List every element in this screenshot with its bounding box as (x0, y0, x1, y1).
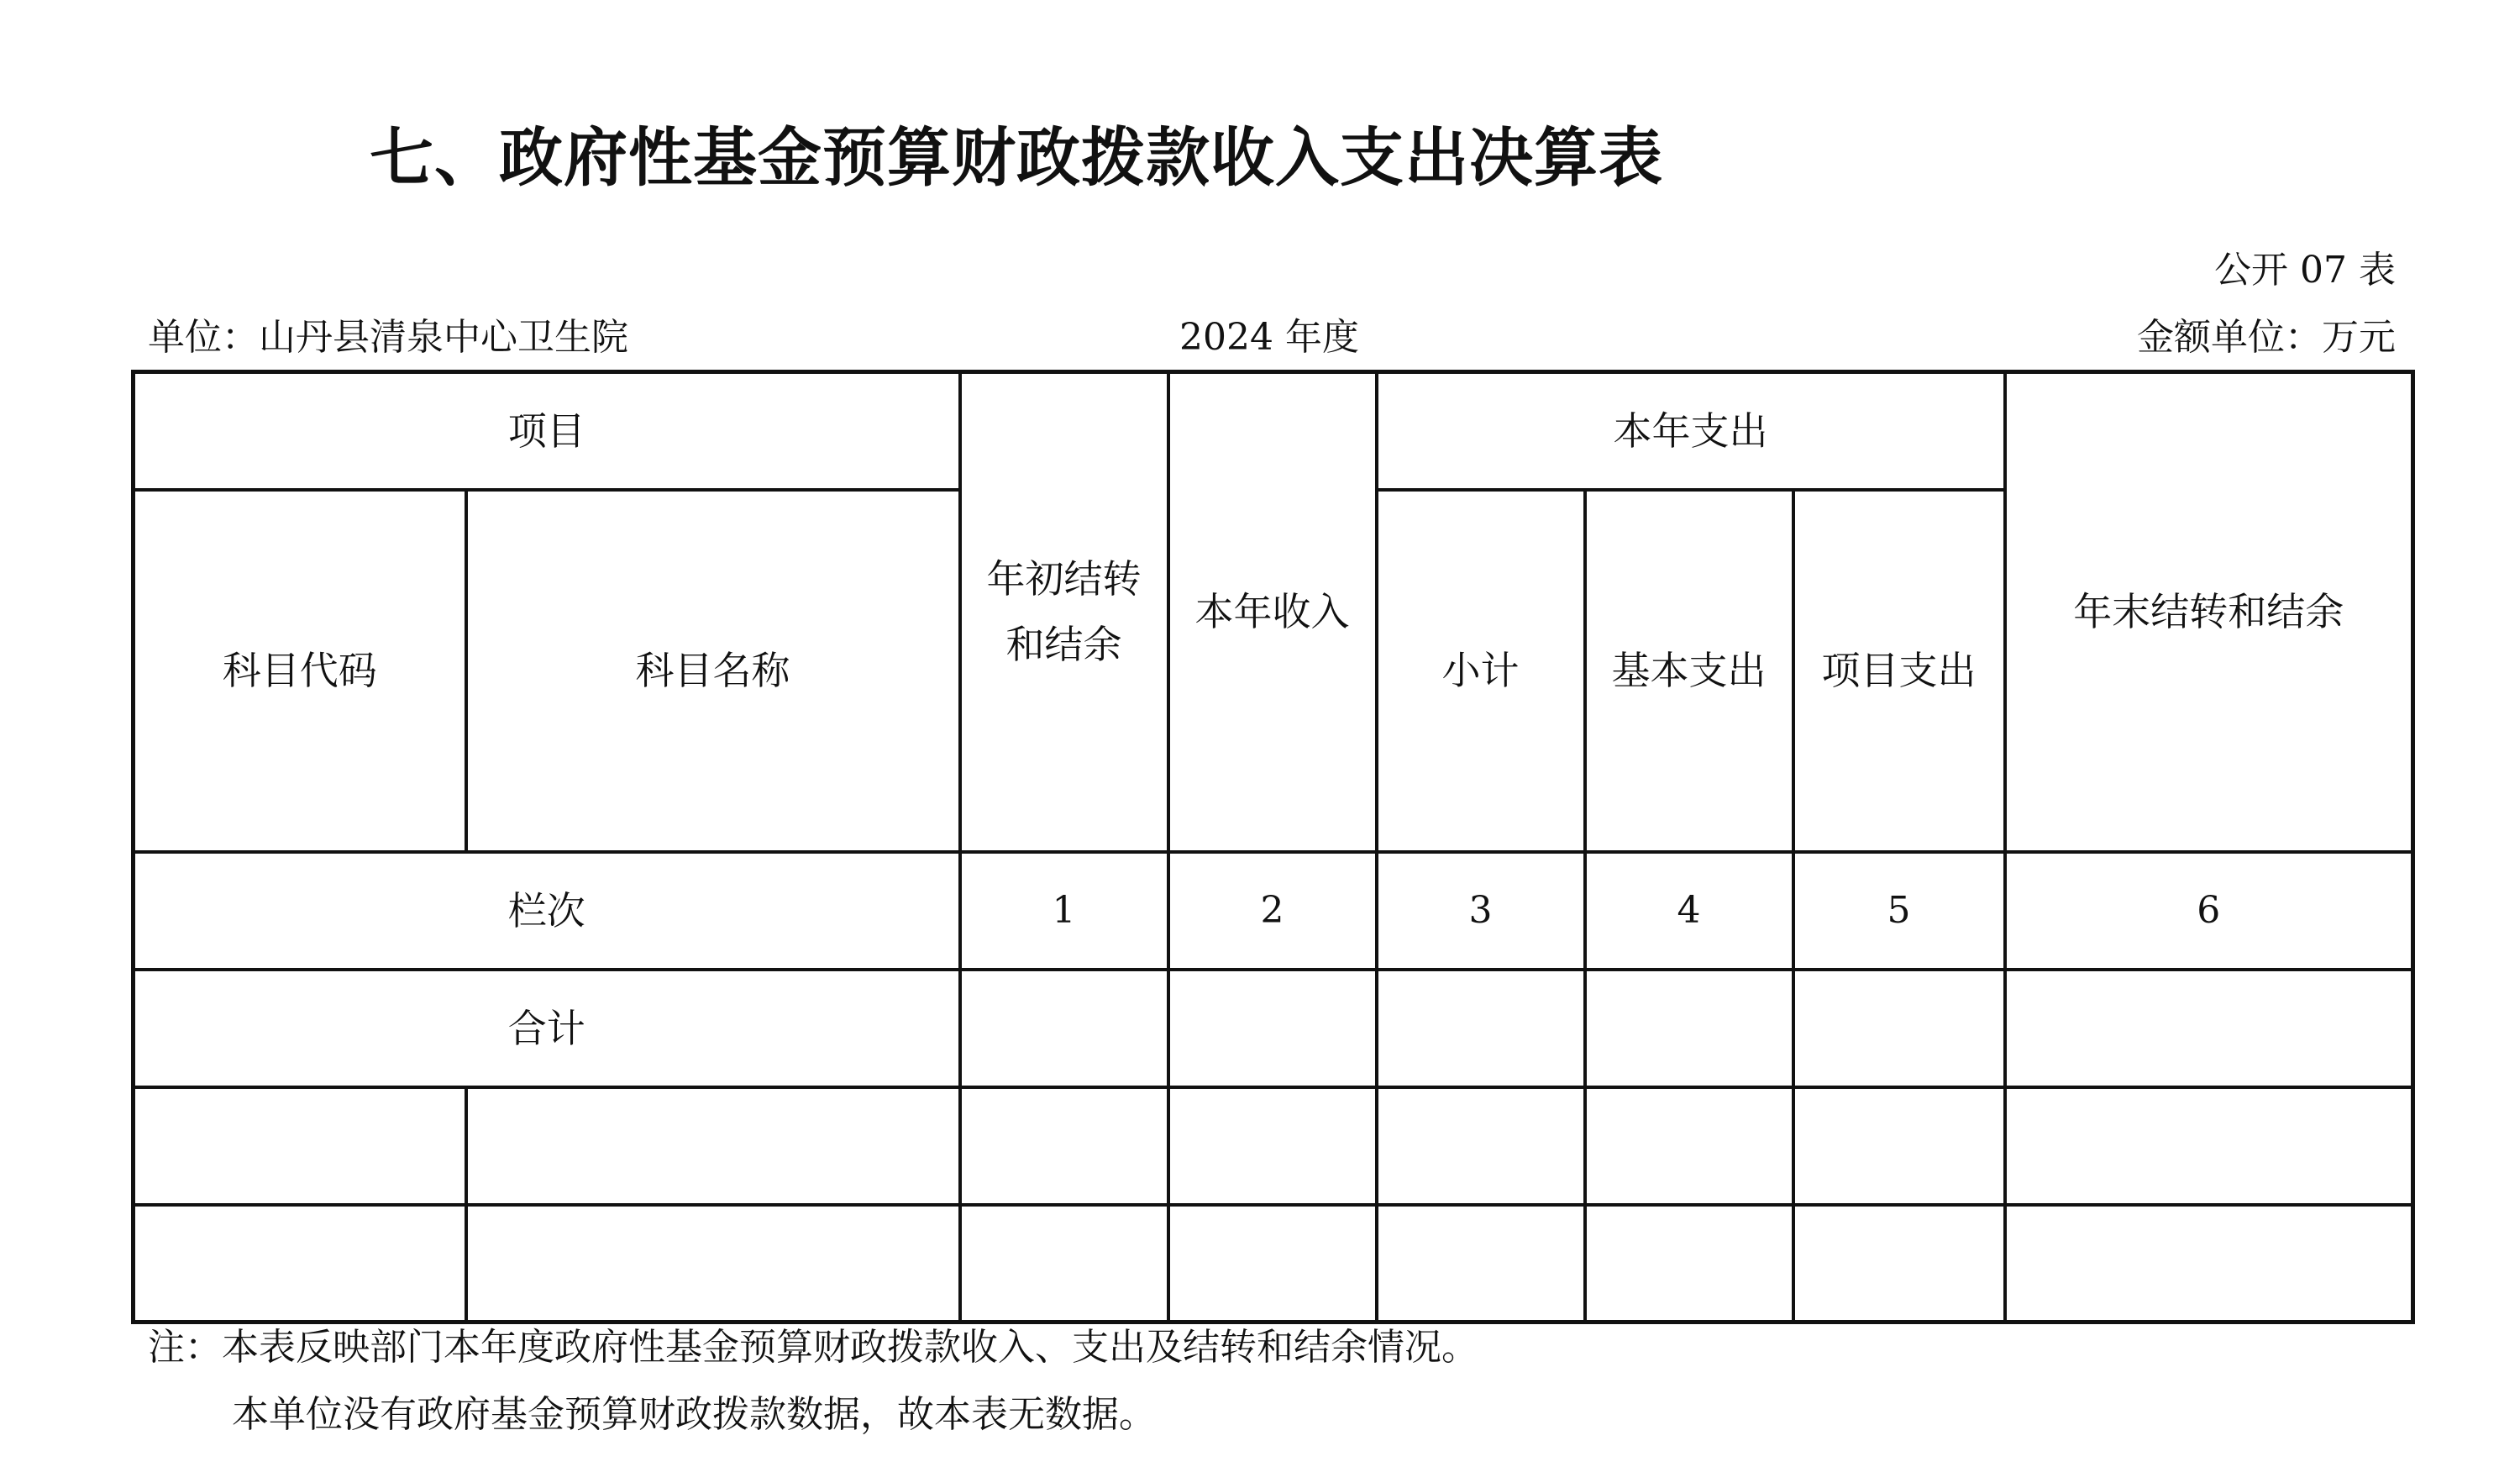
total-cell (1585, 970, 1793, 1087)
total-cell (1168, 970, 1377, 1087)
form-number: 公开 07 表 (2214, 249, 2396, 292)
row-value-cell (2005, 1087, 2413, 1205)
total-label: 合计 (134, 970, 960, 1087)
code-header: 科目代码 (134, 490, 466, 852)
row-value-cell (2005, 1205, 2413, 1322)
table-note: 注：本表反映部门本年度政府性基金预算财政拨款收入、支出及结转和结余情况。 (148, 1326, 1478, 1369)
column-number: 6 (2005, 852, 2413, 970)
row-value-cell (1585, 1205, 1793, 1322)
carryover-end-header: 年末结转和结余 (2005, 372, 2413, 852)
total-cell (960, 970, 1168, 1087)
column-number: 3 (1377, 852, 1585, 970)
total-cell (1377, 970, 1585, 1087)
table-row (134, 1205, 2413, 1322)
page-title: 七、政府性基金预算财政拨款收入支出决算表 (370, 120, 1663, 195)
row-value-cell (1793, 1205, 2005, 1322)
table-row (134, 1087, 2413, 1205)
column-index-row (134, 852, 2413, 970)
total-cell (1793, 970, 2005, 1087)
total-row (134, 970, 2413, 1087)
row-code-cell (134, 1205, 466, 1322)
row-code-cell (134, 1087, 466, 1205)
table-note-no-data: 本单位没有政府基金预算财政拨款数据，故本表无数据。 (232, 1393, 1156, 1436)
budget-table (131, 370, 2415, 1324)
row-value-cell (1377, 1205, 1585, 1322)
row-value-cell (1168, 1087, 1377, 1205)
basic-expense-header: 基本支出 (1585, 490, 1793, 852)
column-number: 1 (960, 852, 1168, 970)
carryover-begin-header-line2: 和结余 (1005, 622, 1122, 668)
reporting-unit: 单位：山丹县清泉中心卫生院 (148, 316, 628, 359)
header-row-1 (134, 372, 2413, 490)
row-value-cell (1377, 1087, 1585, 1205)
column-number: 5 (1793, 852, 2005, 970)
row-name-cell (466, 1205, 960, 1322)
column-index-label: 栏次 (134, 852, 960, 970)
row-value-cell (1585, 1087, 1793, 1205)
item-header: 项目 (134, 372, 960, 490)
row-value-cell (1793, 1087, 2005, 1205)
row-name-cell (466, 1087, 960, 1205)
subtotal-header: 小计 (1377, 490, 1585, 852)
carryover-begin-header-line1: 年初结转 (986, 556, 1142, 602)
project-expense-header: 项目支出 (1793, 490, 2005, 852)
row-value-cell (1168, 1205, 1377, 1322)
row-value-cell (960, 1087, 1168, 1205)
amount-unit: 金额单位：万元 (2137, 316, 2396, 359)
row-value-cell (960, 1205, 1168, 1322)
expense-header: 本年支出 (1377, 372, 2005, 490)
name-header: 科目名称 (466, 490, 960, 852)
fiscal-year: 2024 年度 (1179, 316, 1359, 359)
carryover-begin-header (960, 372, 1168, 852)
income-header: 本年收入 (1168, 372, 1377, 852)
total-cell (2005, 970, 2413, 1087)
column-number: 2 (1168, 852, 1377, 970)
column-number: 4 (1585, 852, 1793, 970)
